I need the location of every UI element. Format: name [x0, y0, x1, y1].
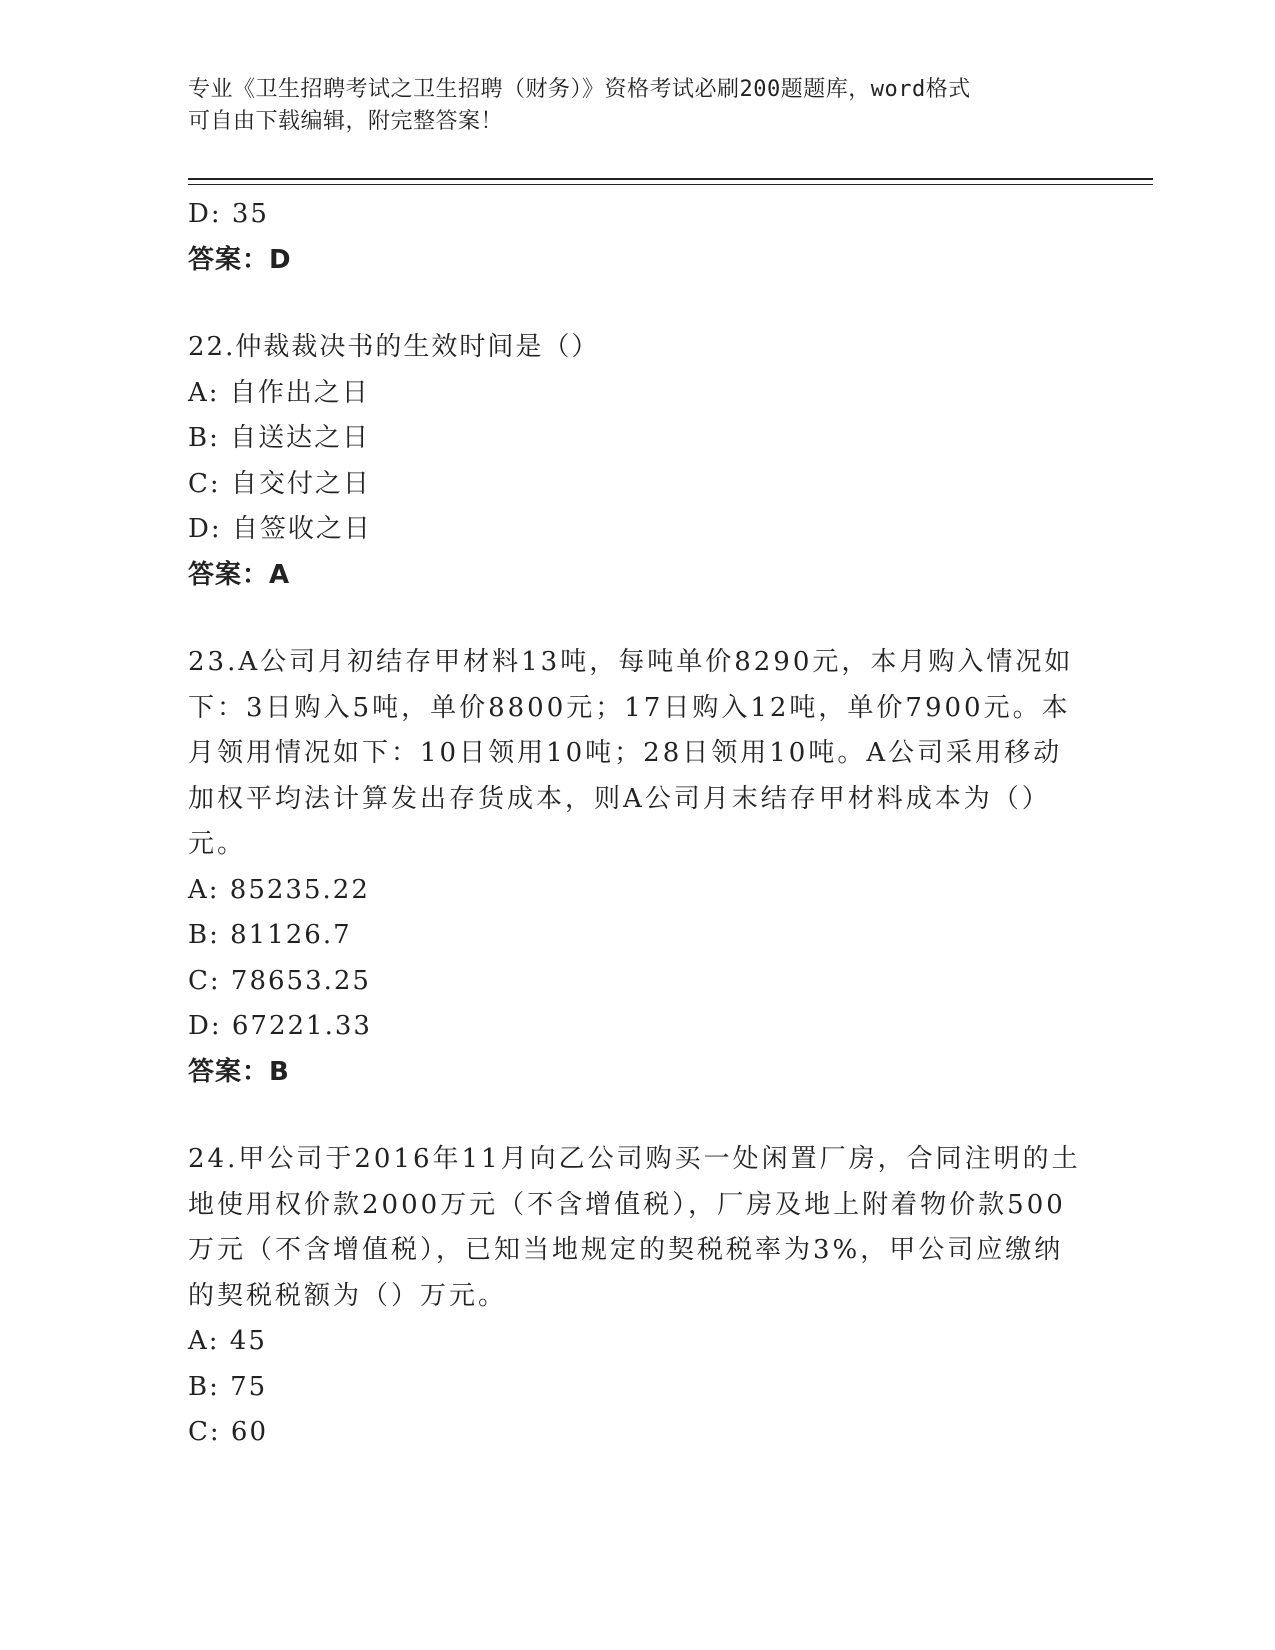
answer: 答案：A — [188, 559, 291, 590]
option-d: D: 35 — [188, 199, 269, 229]
option-a: A: 45 — [188, 1326, 267, 1356]
option-a: A: 85235.22 — [188, 874, 370, 905]
option-d: D: 自签收之日 — [188, 514, 372, 544]
header-line-1: 专业《卫生招聘考试之卫生招聘（财务）》资格考试必刷200题题库，word格式 — [188, 77, 971, 102]
question-24 — [188, 1137, 1088, 1456]
spacer — [188, 598, 1088, 640]
spacer — [188, 1095, 1088, 1137]
option-b: B: 75 — [188, 1371, 268, 1402]
question-stem-line: 24.甲公司于2016年11月向乙公司购买一处闲置厂房，合同注明的土 — [188, 1144, 1081, 1174]
question-22 — [188, 325, 1088, 598]
question-23 — [188, 640, 1088, 1095]
question-stem: 22.仲裁裁决书的生效时间是（） — [188, 332, 600, 362]
question-stem-line: 万元（不含增值税），已知当地规定的契税税率为3%，甲公司应缴纳 — [188, 1235, 1064, 1265]
option-b: B: 81126.7 — [188, 920, 352, 950]
answer: 答案：B — [188, 1056, 290, 1087]
option-a: A: 自作出之日 — [188, 377, 370, 408]
option-b: B: 自送达之日 — [188, 423, 371, 453]
option-c: C: 78653.25 — [188, 965, 371, 996]
document-header — [188, 74, 1068, 138]
option-d: D: 67221.33 — [188, 1011, 372, 1041]
question-stem-line: 月领用情况如下：10日领用10吨；28日领用10吨。A公司采用移动 — [188, 738, 1063, 768]
option-c: C: 60 — [188, 1417, 269, 1447]
question-stem-line: 加权平均法计算发出存货成本，则A公司月末结存甲材料成本为（） — [188, 783, 1051, 814]
option-c: C: 自交付之日 — [188, 468, 371, 499]
question-stem-line: 元。 — [188, 829, 247, 859]
question-stem-line: 的契税税额为（）万元。 — [188, 1280, 508, 1311]
answer: 答案：D — [188, 244, 292, 275]
question-stem-line: 下：3日购入5吨，单价8800元；17日购入12吨，单价7900元。本 — [188, 692, 1071, 723]
question-stem-line: 地使用权价款2000万元（不含增值税），厂房及地上附着物价款500 — [188, 1189, 1066, 1220]
header-line-2: 可自由下载编辑，附完整答案！ — [188, 109, 504, 134]
header-divider-thin — [188, 184, 1153, 185]
question-21 — [188, 192, 1088, 283]
header-divider-thick — [188, 178, 1153, 180]
question-list — [188, 192, 1088, 1456]
spacer — [188, 283, 1088, 325]
question-stem-line: 23.A公司月初结存甲材料13吨，每吨单价8290元，本月购入情况如 — [188, 647, 1074, 677]
